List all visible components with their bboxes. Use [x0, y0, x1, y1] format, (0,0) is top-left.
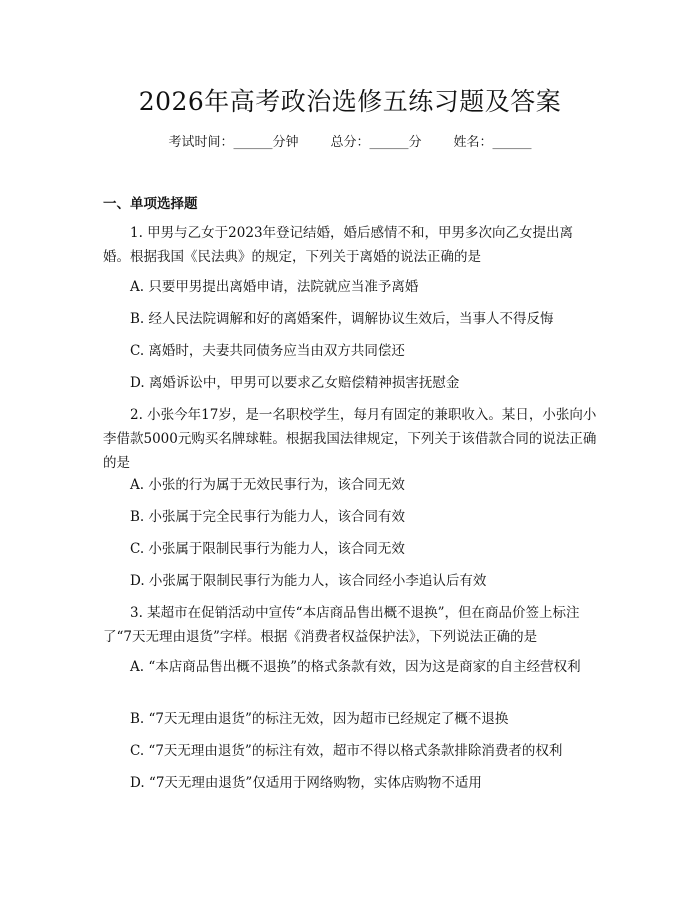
question-1-option-c: C. 离婚时，夫妻共同债务应当由双方共同偿还 [130, 343, 405, 359]
section-heading: 一、单项选择题 [103, 196, 198, 212]
question-1-option-d: D. 离婚诉讼中，甲男可以要求乙女赔偿精神损害抚慰金 [130, 375, 460, 391]
question-2-option-a: A. 小张的行为属于无效民事行为，该合同无效 [130, 477, 405, 493]
question-3-option-a: A. “本店商品售出概不退换”的格式条款有效，因为这是商家的自主经营权利 [130, 659, 581, 675]
question-2-stem: 2. 小张今年17岁，是一名职校学生，每月有固定的兼职收入。某日，小张向小李借款5000元购买名牌球鞋。根据我国法律规定，下列关于该借款合同的说法正确的是 [103, 407, 597, 471]
question-1-stem: 1. 甲男与乙女于2023年登记结婚，婚后感情不和，甲男多次向乙女提出离婚。根据我国《民法典》的规定，下列关于离婚的说法正确的是 [103, 225, 574, 265]
page-title: 2026年高考政治选修五练习题及答案 [138, 87, 562, 116]
question-2-option-d: D. 小张属于限制民事行为能力人，该合同经小李追认后有效 [130, 573, 487, 589]
question-2-option-b: B. 小张属于完全民事行为能力人，该合同有效 [130, 509, 406, 525]
question-2-option-c: C. 小张属于限制民事行为能力人，该合同无效 [130, 541, 405, 557]
question-3-option-c: C. “7天无理由退货”的标注有效，超市不得以格式条款排除消费者的权利 [130, 743, 563, 759]
question-1-option-b: B. 经人民法院调解和好的离婚案件，调解协议生效后，当事人不得反悔 [130, 311, 554, 327]
student-name: 姓名：______ [453, 135, 532, 150]
total-score: 总分：______分 [330, 135, 422, 150]
question-1-option-a: A. 只要甲男提出离婚申请，法院就应当准予离婚 [130, 279, 419, 295]
question-3-option-d: D. “7天无理由退货”仅适用于网络购物，实体店购物不适用 [130, 775, 482, 791]
exam-info [0, 131, 700, 150]
question-3-option-b: B. “7天无理由退货”的标注无效，因为超市已经规定了概不退换 [130, 711, 509, 727]
exam-time: 考试时间：______分钟 [168, 135, 299, 150]
question-3-stem: 3. 某超市在促销活动中宣传“本店商品售出概不退换”，但在商品价签上标注了“7天无理由退货”字样。根据《消费者权益保护法》，下列说法正确的是 [103, 605, 580, 645]
